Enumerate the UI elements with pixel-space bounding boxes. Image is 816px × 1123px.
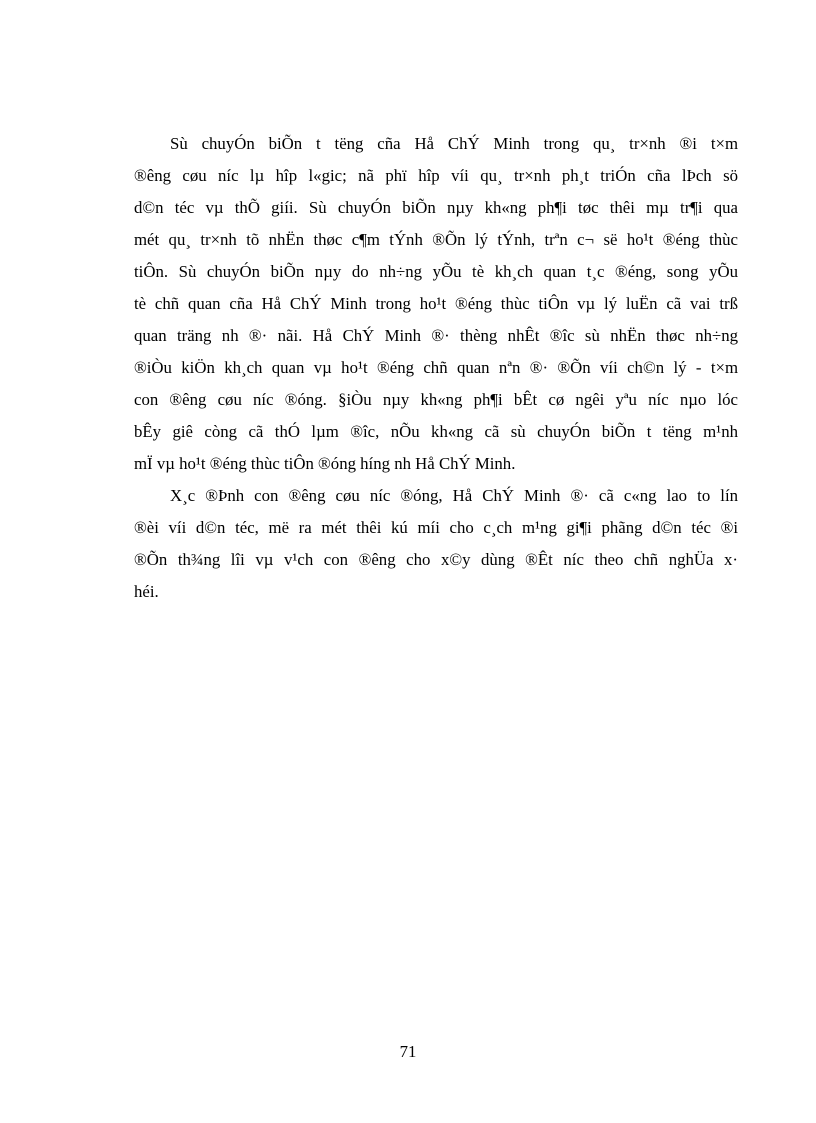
page-number: 71 xyxy=(399,1042,417,1061)
paragraph-1-line-5: tiÔn. Sù chuyÓn biÕn nµy do nh÷ng yÕu tè kh¸ch quan t¸c ®éng, song yÕu xyxy=(134,262,738,281)
paragraph-1-line-3: d©n téc vµ thÕ giíi. Sù chuyÓn biÕn nµy kh«ng ph¶i tøc thêi mµ tr¶i qua xyxy=(134,198,738,217)
paragraph-1 xyxy=(134,128,738,480)
paragraph-1-line-10: bÊy giê còng cã thÓ lµm ®îc, nÕu kh«ng cã sù chuyÓn biÕn t tëng m¹nh xyxy=(134,422,738,441)
paragraph-2-line-4: héi. xyxy=(134,582,159,601)
paragraph-1-line-7: quan träng nh ®· nãi. Hå ChÝ Minh ®· thèng nhÊt ®îc sù nhËn thøc nh÷ng xyxy=(134,326,738,345)
paragraph-1-line-1: Sù chuyÓn biÕn t tëng cña Hå ChÝ Minh trong qu¸ tr×nh ®i t×m xyxy=(170,134,738,153)
paragraph-2 xyxy=(134,480,738,608)
paragraph-2-line-2: ®èi víi d©n téc, më ra mét thêi kú míi cho c¸ch m¹ng gi¶i phãng d©n téc ®i xyxy=(134,518,738,537)
paragraph-1-line-8: ®iÒu kiÖn kh¸ch quan vµ ho¹t ®éng chñ quan nªn ®· ®Õn víi ch©n lý - t×m xyxy=(134,358,738,377)
paragraph-1-line-4: mét qu¸ tr×nh tõ nhËn thøc c¶m tÝnh ®Õn lý tÝnh, trªn c¬ së ho¹t ®éng thùc xyxy=(134,230,738,249)
paragraph-1-line-11: mÏ vµ ho¹t ®éng thùc tiÔn ®óng híng nh Hå ChÝ Minh. xyxy=(134,454,516,473)
document-body xyxy=(134,128,738,608)
paragraph-1-line-9: con ®êng cøu níc ®óng. §iÒu nµy kh«ng ph¶i bÊt cø ngêi yªu níc nµo lóc xyxy=(134,390,738,409)
paragraph-2-line-3: ®Õn th¾ng lîi vµ v¹ch con ®êng cho x©y dùng ®Êt níc theo chñ nghÜa x· xyxy=(134,550,738,569)
paragraph-1-line-6: tè chñ quan cña Hå ChÝ Minh trong ho¹t ®éng thùc tiÔn vµ lý luËn cã vai trß xyxy=(134,294,738,313)
paragraph-2-line-1: X¸c ®Þnh con ®êng cøu níc ®óng, Hå ChÝ Minh ®· cã c«ng lao to lín xyxy=(170,486,738,505)
paragraph-1-line-2: ®êng cøu níc lµ hîp l«gic; nã phï hîp víi qu¸ tr×nh ph¸t triÓn cña lÞch sö xyxy=(134,166,738,185)
